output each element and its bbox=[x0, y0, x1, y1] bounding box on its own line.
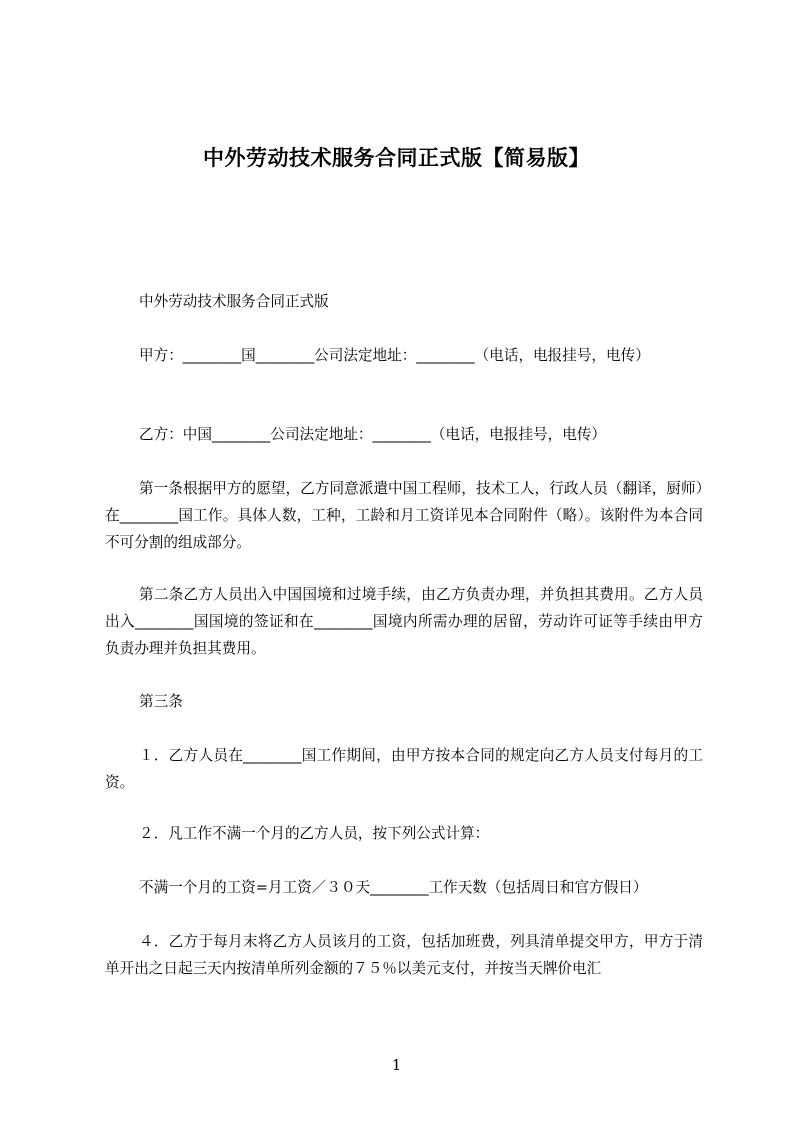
page-number: 1 bbox=[391, 1056, 402, 1074]
paragraph-party-a: 甲方：________国________公司法定地址：________（电话，电报挂号，电传） bbox=[139, 347, 650, 364]
document-title: 中外劳动技术服务合同正式版【简易版】 bbox=[203, 146, 590, 170]
paragraph-formula: 不满一个月的工资=月工资／３０天________工作天数（包括周日和官方假日） bbox=[139, 879, 648, 896]
paragraph-article-3-heading: 第三条 bbox=[139, 693, 183, 710]
paragraph-subtitle: 中外劳动技术服务合同正式版 bbox=[139, 293, 329, 310]
paragraph-article-3-item-1: １．乙方人员在________国工作期间，由甲方按本合同的规定向乙方人员支付每月的工资。 bbox=[105, 747, 703, 791]
paragraph-article-2: 第二条乙方人员出入中国国境和过境手续，由乙方负责办理，并负担其费用。乙方人员出入________国国境的签证和在________国境内所需办理的居留，劳动许可证等手续由甲方负责办理并负担其费用。 bbox=[105, 586, 703, 657]
paragraph-article-1: 第一条根据甲方的愿望，乙方同意派遣中国工程师，技术工人，行政人员（翻译，厨师）在________国工作。具体人数，工种，工龄和月工资详见本合同附件（略）。该附件为本合同不可分割的组成部分。 bbox=[105, 480, 703, 551]
paragraph-party-b: 乙方：中国________公司法定地址：________（电话，电报挂号，电传） bbox=[139, 426, 607, 443]
paragraph-article-3-item-2: ２．凡工作不满一个月的乙方人员，按下列公式计算： bbox=[139, 825, 490, 842]
paragraph-article-3-item-4: ４．乙方于每月末将乙方人员该月的工资，包括加班费，列具清单提交甲方，甲方于清单开出之日起三天内按清单所列金额的７５％以美元支付，并按当天牌价电汇 bbox=[105, 933, 703, 977]
